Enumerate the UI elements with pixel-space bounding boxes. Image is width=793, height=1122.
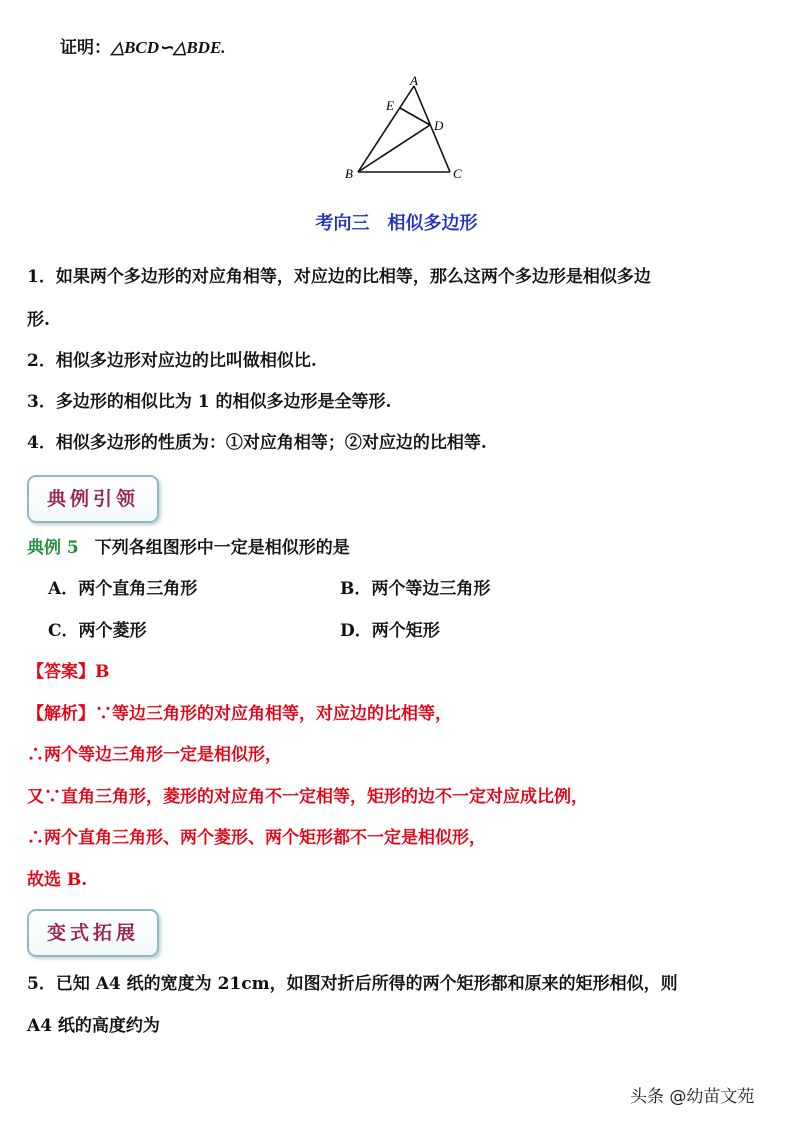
segment-ac xyxy=(414,86,450,172)
segment-bd xyxy=(358,125,430,172)
answer: 【答案】B xyxy=(27,662,110,682)
label-d: D xyxy=(434,118,444,133)
label-e: E xyxy=(386,98,394,113)
label-a: A xyxy=(410,74,418,88)
analysis-line-2: ∴两个等边三角形一定是相似形， xyxy=(27,745,282,765)
proof-statement: △BCD∽△BDE. xyxy=(111,38,226,57)
analysis-line-4: ∴两个直角三角形、两个菱形、两个矩形都不一定是相似形， xyxy=(27,828,486,848)
analysis-line-3: 又∵直角三角形，菱形的对应角不一定相等，矩形的边不一定对应成比例， xyxy=(27,787,588,807)
proof-label: 证明： xyxy=(60,38,111,58)
analysis-line-5: 故选 B. xyxy=(27,870,88,890)
point-4: 4．相似多边形的性质为：①对应角相等；②对应边的比相等. xyxy=(27,433,487,453)
point-2: 2．相似多边形对应边的比叫做相似比. xyxy=(27,351,317,371)
label-c: C xyxy=(453,166,462,181)
example-label: 典例 5 xyxy=(27,538,79,558)
option-d: D．两个矩形 xyxy=(340,621,440,641)
problem-5-line-2: A4 纸的高度约为 xyxy=(27,1016,160,1036)
example-question: 下列各组图形中一定是相似形的是 xyxy=(94,538,350,558)
problem-5-line-1: 5．已知 A4 纸的宽度为 21cm，如图对折后所得的两个矩形都和原来的矩形相似，则 xyxy=(27,974,678,994)
option-c: C．两个菱形 xyxy=(48,621,147,641)
section-title: 考向三 相似多边形 xyxy=(315,213,478,234)
point-1: 1．如果两个多边形的对应角相等，对应边的比相等，那么这两个多边形是相似多边 xyxy=(27,267,651,287)
example-question-line xyxy=(27,536,350,560)
proof-line xyxy=(60,36,226,60)
watermark: 头条 @幼苗文苑 xyxy=(630,1087,755,1107)
point-1-cont: 形. xyxy=(27,310,50,330)
option-b: B．两个等边三角形 xyxy=(340,579,491,599)
example-badge: 典例引领 xyxy=(27,475,159,523)
label-b: B xyxy=(345,166,353,181)
analysis-line-1: 【解析】∵等边三角形的对应角相等，对应边的比相等， xyxy=(27,704,452,724)
option-a: A．两个直角三角形 xyxy=(48,579,198,599)
variant-badge: 变式拓展 xyxy=(27,909,159,957)
segment-ed xyxy=(400,108,430,125)
triangle-figure xyxy=(340,74,480,186)
point-3: 3．多边形的相似比为 1 的相似多边形是全等形. xyxy=(27,392,392,412)
